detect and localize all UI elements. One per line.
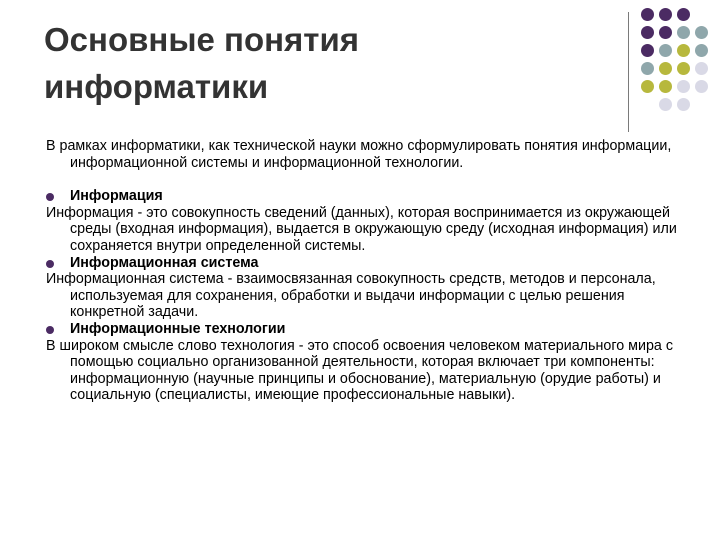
decorative-dot	[677, 62, 690, 75]
decorative-dot	[641, 26, 654, 39]
section-text-information-system: Информационная система - взаимосвязанная совокупность средств, методов и персонала, используемая для сохранения, обработки и выдачи информации с целью решения конкретной задачи.	[46, 271, 656, 321]
decorative-dot	[659, 44, 672, 57]
title-line-1: Основные понятия	[44, 21, 360, 58]
section-heading-information-system	[46, 255, 686, 272]
decorative-dot	[641, 62, 654, 75]
title-line-2: информатики	[44, 68, 269, 105]
section-heading-information-technologies	[46, 321, 686, 338]
bullet-icon	[46, 193, 54, 201]
decorative-dot	[677, 44, 690, 57]
decorative-dot	[695, 44, 708, 57]
section-text-information: Информация - это совокупность сведений (данных), которая воспринимается из окружающей среды (входная информация), выдается в окружающую среду (исходная информация) или сохраняется внутри определенной системы.	[46, 204, 677, 254]
decorative-dot	[659, 8, 672, 21]
slide-title	[44, 16, 604, 110]
bullet-icon	[46, 260, 54, 268]
decorative-dot-grid	[641, 8, 717, 116]
section-heading-information	[46, 188, 686, 205]
section-text-information-technologies: В широком смысле слово технология - это способ освоения человеком материального мира с помощью социально организованной деятельности, которая включает три компоненты: информационную (научные принципы и обоснование), материальную (орудие работы) и социальную (специалисты, имеющие профессиональные навыки).	[46, 337, 673, 404]
decorative-dot	[695, 62, 708, 75]
decorative-dot	[695, 26, 708, 39]
decorative-dot	[659, 62, 672, 75]
intro-paragraph: В рамках информатики, как технической науки можно сформулировать понятия информации, информационной системы и информационной технологии.	[46, 138, 672, 171]
decorative-dot	[641, 8, 654, 21]
decorative-dot	[659, 98, 672, 111]
decorative-dot	[659, 80, 672, 93]
slide-body	[46, 138, 686, 404]
decorative-dot	[641, 44, 654, 57]
bullet-icon	[46, 326, 54, 334]
section-heading-label: Информационная система	[70, 254, 259, 271]
decorative-dot	[677, 80, 690, 93]
decorative-dot	[695, 80, 708, 93]
decorative-dot	[677, 98, 690, 111]
decorative-dot	[677, 8, 690, 21]
section-heading-label: Информация	[70, 188, 163, 205]
decorative-dot	[641, 80, 654, 93]
vertical-divider	[628, 12, 629, 132]
decorative-dot	[659, 26, 672, 39]
section-heading-label: Информационные технологии	[70, 320, 286, 337]
decorative-dot	[677, 26, 690, 39]
